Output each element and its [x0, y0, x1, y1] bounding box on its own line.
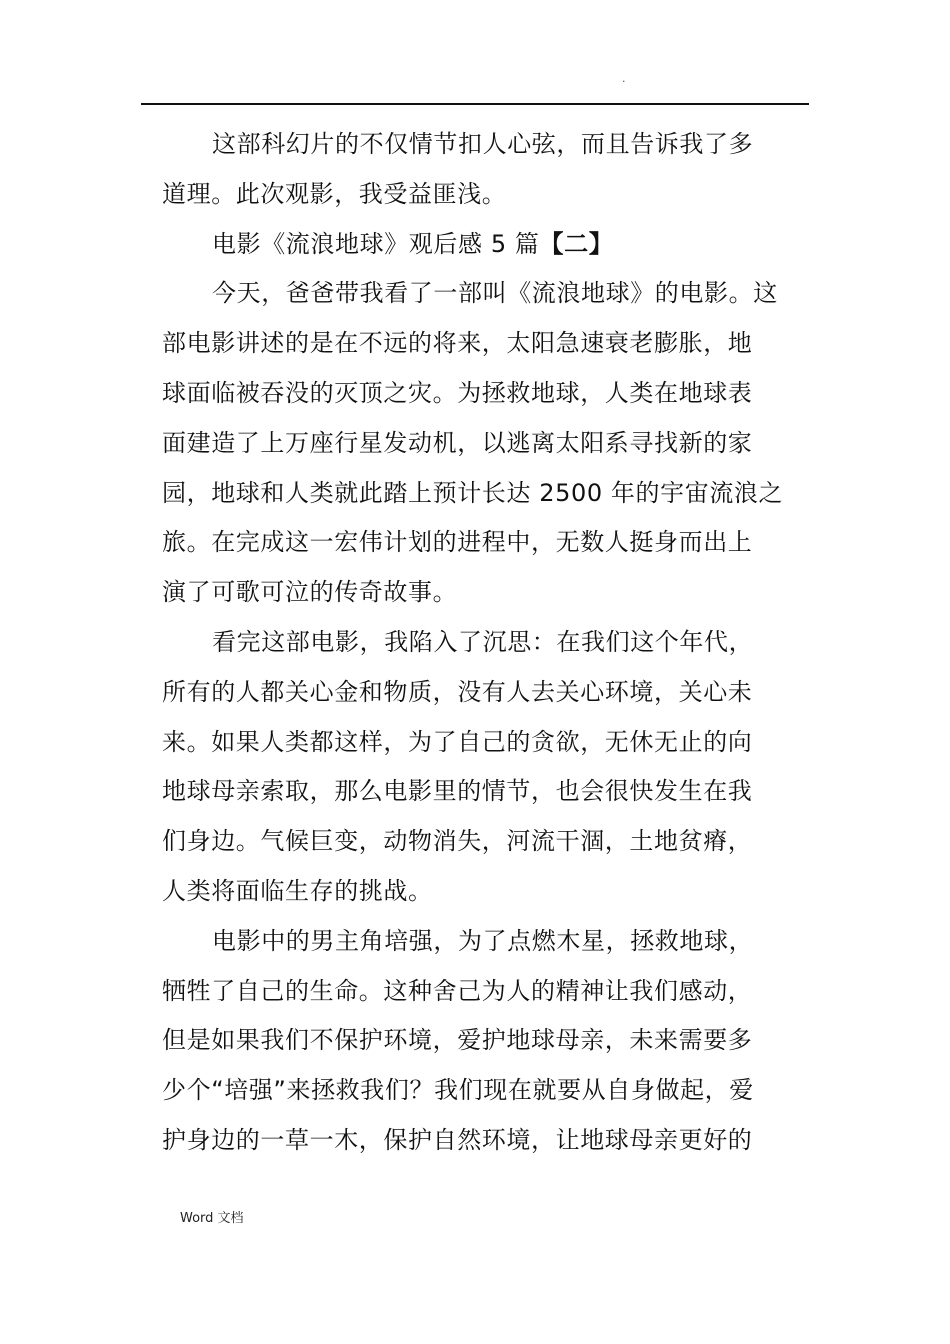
paragraph-line: 所有的人都关心金和物质，没有人去关心环境，关心未	[162, 677, 753, 706]
section-heading-text: 电影《流浪地球》观后感 5 篇	[212, 229, 540, 258]
paragraph-line: 地球母亲索取，那么电影里的情节，也会很快发生在我	[162, 777, 753, 806]
paragraph-line: 牺牲了自己的生命。这种舍己为人的精神让我们感动，	[162, 976, 753, 1005]
paragraph-line: 面建造了上万座行星发动机，以逃离太阳系寻找新的家	[162, 428, 753, 457]
paragraph-line: 道理。此次观影，我受益匪浅。	[162, 179, 507, 208]
paragraph-line: 但是如果我们不保护环境，爱护地球母亲，未来需要多	[162, 1026, 753, 1055]
paragraph-line: 电影中的男主角培强，为了点燃木星，拯救地球，	[212, 926, 754, 955]
paragraph-line: 少个“培强”来拯救我们？我们现在就要从自身做起，爱	[162, 1076, 754, 1105]
paragraph-line: 看完这部电影，我陷入了沉思：在我们这个年代，	[212, 627, 754, 656]
paragraph-line: 旅。在完成这一宏伟计划的进程中，无数人挺身而出上	[162, 528, 753, 557]
document-body	[162, 120, 802, 1166]
footer-label: Word 文档	[180, 1211, 244, 1226]
paragraph-line: 护身边的一草一木，保护自然环境，让地球母亲更好的	[162, 1125, 753, 1154]
paragraph-line: 这部科幻片的不仅情节扣人心弦，而且告诉我了多	[212, 130, 754, 158]
paragraph-line: 人类将面临生存的挑战。	[162, 876, 433, 905]
paragraph-line: 来。如果人类都这样，为了自己的贪欲，无休无止的向	[162, 727, 753, 756]
paragraph-line: 们身边。气候巨变，动物消失，河流干涸，土地贫瘠，	[162, 827, 753, 856]
paragraph-line: 球面临被吞没的灭顶之灾。为拯救地球，人类在地球表	[162, 378, 753, 407]
paragraph-line: 园，地球和人类就此踏上预计长达 2500 年的宇宙流浪之	[162, 478, 784, 507]
paragraph-line: 演了可歌可泣的传奇故事。	[162, 578, 458, 607]
section-heading-number: 【二】	[539, 229, 614, 258]
paragraph-line: 部电影讲述的是在不远的将来，太阳急速衰老膨胀，地	[162, 329, 753, 358]
header-mark: .	[622, 72, 626, 85]
header-rule	[141, 103, 809, 105]
section-heading	[162, 220, 802, 270]
paragraph-line: 今天，爸爸带我看了一部叫《流浪地球》的电影。这	[212, 279, 778, 308]
